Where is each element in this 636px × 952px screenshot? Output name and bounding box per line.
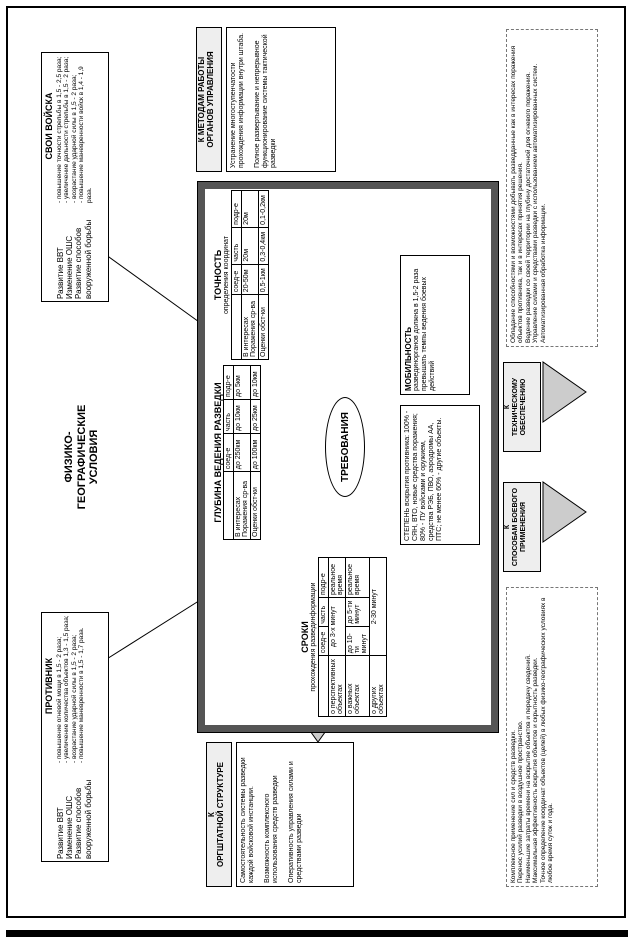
terms-row3: о других объектах [370,656,387,717]
depth-row2: Оценки обст-ки [251,472,261,540]
accuracy-table [231,190,269,360]
combat-use-text: Комплексное применение сил и средств разведки. Перенос усилий разведки в воздушное пространство. Наименьшие затраты времени на вскрытие объектов и передачу сведений. Максимальная эффективность вскрытия объектов и скрытность разведки. Точное определение координат объектов (целей) в любых физико-географических условиях в любое время суток и года. [510,597,555,883]
methods-text: Устранение многоступенчатости прохождения информации внутри штаба. Полное развертывание и непрерывное функционирование системы тактической разведки [230,32,278,168]
orgstructure-box [236,742,354,887]
terms-title: СРОКИ [300,621,310,653]
depth-h3: подр-е [224,366,234,400]
depth-r2c2: до 25км [251,399,261,433]
conditions-label: ФИЗИКО- ГЕОГРАФИЧЕСКИЕ УСЛОВИЯ [63,404,101,510]
depth-row1: Поражения ср-ва [242,480,249,537]
enemy-factors: Развитие ВВТ Изменение ОШС Развитие способов вооруженной борьбы [56,779,93,859]
depth-r2c1: до 100км [251,433,261,471]
bottom-arrow1-head [543,482,586,542]
own-forces-factors: Развитие ВВТ Изменение ОШС Развитие способов вооруженной борьбы [56,219,93,299]
arrow-tech-support-label: К ТЕХНИЧЕСКОМУ ОБЕСПЕЧЕНИЮ [504,377,528,437]
terms-block [300,557,387,717]
accuracy-r2c2: 0,3-0,4км [259,227,269,264]
terms-r2c2: до 5-ти минут [346,598,370,627]
terms-h3: подр-е [319,558,329,598]
accuracy-row2: Оценки обст-ки [259,295,269,360]
enemy-connector [102,592,213,662]
depth-r1-note: В интересах [235,496,242,537]
orgstructure-text: Самостоятельность системы разведки каждой войсковой инстанции. Возможность комплексного использования средств разведки Оперативность управления силами и средствами разведки [240,757,304,883]
arrow-methods-label: К МЕТОДАМ РАБОТЫ ОРГАНОВ УПРАВЛЕНИЯ [197,51,216,148]
depth-r2c3: до 10км [251,366,261,400]
accuracy-r1c1: 20-50м [242,264,259,295]
own-forces-box [41,52,109,302]
terms-h2: часть [319,598,329,627]
terms-r1c1: до 3-х минут [329,598,346,656]
terms-h1: соед-е [319,626,329,655]
mobility-text: развединорганов должна в 1,5-2 раза превышать темпы ведения боевых действий [413,268,437,391]
accuracy-h3: подр-е [232,191,242,228]
arrow-combat-use-label: К СПОСОБАМ БОЕВОГО ПРИМЕНЕНИЯ [504,487,528,567]
own-forces-effects: - повышение точности стрельбы в 1,5 - 2,5 раза; - увеличение дальности стрельбы в 1,5 - 2 раза; - возрастание ударной силы в 1,5 - 2 раза; - повышение маневренности войск в 1,4 - 1,9 раза. [56,56,93,203]
depth-r1c2: до 10км [234,399,251,433]
accuracy-block [213,190,269,360]
terms-table [318,557,387,717]
requirements-label: ТРЕБОВАНИЯ [339,412,351,482]
arrow-combat-use [503,482,541,572]
accuracy-row1: Поражения ср-ва [250,300,258,357]
depth-r1c3: до 5км [234,366,251,400]
arrow-orgstructure [206,742,232,887]
requirements-frame [198,182,498,732]
accuracy-r2c3: 0,1-0,2км [259,191,269,228]
accuracy-r1-note: В интересах [243,316,251,357]
accuracy-r2c1: 0,5-1км [259,264,269,295]
terms-r1c3: реальное время [329,558,346,598]
combat-use-box [506,587,598,887]
accuracy-h2: часть [232,227,242,264]
arrow-methods [196,27,222,172]
arrow-tech-support [503,362,541,452]
own-connector [102,252,213,332]
methods-box [226,27,336,172]
arrow-orgstructure-label: К ОРГШТАТНОЙ СТРУКТУРЕ [207,761,226,868]
terms-row1: о перспективных объектах [329,656,346,717]
own-forces-title: СВОИ ВОЙСКА [44,92,54,160]
rotated-diagram [38,24,603,892]
enemy-effects: - повышение огневой мощи в 1,5 - 2 раза; - увеличение количества объектов 1,3 - 1,5 раза; - возрастание ударной силы в 1,5 - 2 раза; - повышение маневренности в 1,5 - 1,7 раза. [56,615,86,763]
depth-r1c1: до 250км [234,433,251,471]
mobility-box [400,255,470,395]
accuracy-r1c3: 20м [242,191,259,228]
tech-support-box [506,29,598,347]
depth-table [223,365,261,540]
accuracy-r1c2: 20м [242,227,259,264]
terms-r2c3: реальное время [346,558,370,598]
depth-h1: соед-е [224,433,234,471]
requirements-ellipse [325,397,365,497]
enemy-title: ПРОТИВНИК [44,657,54,715]
terms-row2: о важных объектах [346,656,370,717]
depth-title: ГЛУБИНА ВЕДЕНИЯ РАЗВЕДКИ [213,382,223,523]
accuracy-h1: соед-е [232,264,242,295]
depth-h2: часть [224,399,234,433]
accuracy-title: ТОЧНОСТЬ [213,249,223,301]
tech-support-text: Обладание способностями и возможностями добывать разведданные как в интересах поражения объектов противника, так и в интересах принятия решения. Ведение разведки со своей территории на глубину достаточной для огневого поражения. Управление силами и средствами разведки с использованием автоматизированных систем. Автоматизированная обработка информации. [510,45,547,343]
terms-subtitle: прохождения развединформации [310,582,317,692]
enemy-box [41,612,109,862]
terms-r2c1: до 10-ти минут [346,626,370,655]
terms-r3c: 2-30 минут [370,558,387,656]
mobility-title: МОБИЛЬНОСТЬ [404,327,413,391]
bottom-rule [6,930,628,937]
bottom-arrow2-head [543,362,586,422]
depth-block [213,365,261,540]
accuracy-subtitle: определения координат [223,236,230,315]
degree-box: СТЕПЕНЬ вскрытия противника: 100% - СЯН, ВТО, новые средства поражения; 80% - ПУ войсками и оружием, средства РЭБ, ПВО, аэродромы АА, ПТС; не менее 60% - другие объекты. [400,405,480,545]
